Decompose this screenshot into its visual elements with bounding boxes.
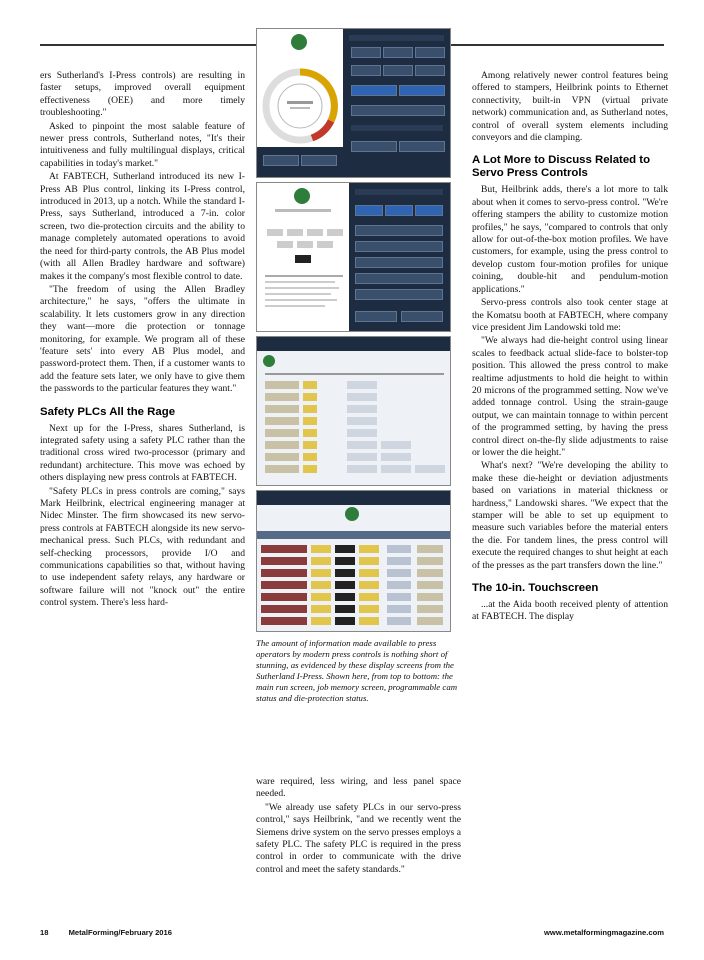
- logo-icon: [291, 34, 307, 50]
- paragraph: "We already use safety PLCs in our servo-press control," says Heilbrink, "and we recently went the Siemens drive system on the servo presses employs a safety PLC. The safety PLC is required in the press control in order to communicate with the drive control and meet the safety standards.": [256, 801, 461, 875]
- publication-url: www.metalformingmagazine.com: [544, 928, 664, 937]
- page-number: 18: [40, 928, 49, 937]
- programmable-cam-status-image: [256, 336, 451, 486]
- article-column-3: [472, 70, 668, 625]
- paragraph: "We always had die-height control using linear scales to feedback actual slide-face to bolster-top position. This allowed the press control to make realtime adjustments to hold die height to within 20 microns of the programmed setting. Now we've added tonnage control. Using the strain-gauge output, we can maintain tonnage to within percent of the programmed setting, by having the press control direct on-the-fly slide adjustments to raise or lower the die height.": [472, 335, 668, 458]
- paragraph: ware required, less wiring, and less panel space needed.: [256, 776, 461, 800]
- logo-icon: [345, 507, 359, 521]
- article-column-2: [256, 776, 461, 877]
- paragraph: At FABTECH, Sutherland introduced its new I-Press AB Plus control, linking its I-Press control, introduced in 2013, up a notch. While the standard I-Press, says Sutherland, introduced a 7-in. color screen, two die-protection circuits and the ability to manage completely automated operations to avoid the need for third-party controls, the AB Plus model (with all Allen Bradley hardware and software) makes it the company's most flexible control to date.: [40, 171, 245, 282]
- paragraph: Among relatively newer control features being offered to stampers, Heilbrink points to Ethernet connectivity, built-in VPN (virtual private network) communication and, as Sutherland notes, control of overall system elements including conveyors and die clamping.: [472, 70, 668, 144]
- paragraph: Next up for the I-Press, shares Sutherland, is integrated safety using a safety PLC rather than the traditional cross wired two-processor (primary and redundant) architecture. This move was echoed by others displaying new press controls at FABTECH.: [40, 422, 245, 484]
- section-heading: A Lot More to Discuss Related to Servo Press Controls: [472, 154, 651, 180]
- job-memory-screen-image: [256, 182, 451, 332]
- paragraph: Servo-press controls also took center stage at the Komatsu booth at FABTECH, where company vice president Jim Landowski told me:: [472, 297, 668, 333]
- press-control-run-screen-image: [256, 28, 451, 178]
- logo-icon: [294, 188, 310, 204]
- paragraph: But, Heilbrink adds, there's a lot more to talk about when it comes to servo-press control. "We're offering stampers the ability to customize motion profiles," he says, "compared to controls that only allow for out-of-the-box motion profiles. We have customers, for example, using the press control to develop custom four-motion profiles for unique coining, double-hit and pendulum-motion applications.": [472, 184, 668, 295]
- logo-icon: [263, 355, 275, 367]
- figure-caption: The amount of information made available to press operators by modern press controls is nothing short of stunning, as evidenced by these display screens from the Sutherland I-Press. Shown here, from top to bottom: the main run screen, job memory screen, programmable cam status and die-protection status.: [256, 638, 458, 703]
- paragraph: "The freedom of using the Allen Bradley architecture," he says, "offers the ultimate in scalability. It lets customers grow in any direction they want—more die protection or tonnage monitoring, for example. We program all of these 'feature sets' into every AB Plus model, and password-protect them. Then, if a customer wants to add the feature sets later, we only have to give them the passwords to the particular features they want.": [40, 283, 245, 395]
- publication-name: MetalForming/February 2016: [68, 928, 172, 937]
- page-footer: [40, 928, 664, 937]
- section-heading: Safety PLCs All the Rage: [40, 405, 176, 418]
- paragraph: Asked to pinpoint the most salable feature of newer press controls, Sutherland notes, "It's their intuitiveness and fully multilingual displays, critical capabilities in today's market.": [40, 120, 245, 169]
- section-heading: The 10-in. Touchscreen: [472, 582, 599, 595]
- article-column-1: [40, 70, 245, 611]
- paragraph: What's next? "We're developing the ability to make these die-height or deviation adjustments based on variations in material thickness or hardness," Landowski shares. "We expect that the stamper will be able to set up equipment to measure such variables before the material enters the die. For tandem lines, the press control will execute the required changes to shut height at each of the presses as the part transfers down the line.": [472, 460, 668, 571]
- paragraph: ...at the Aida booth received plenty of attention at FABTECH. The display: [472, 599, 668, 623]
- paragraph: "Safety PLCs in press controls are coming," says Mark Heilbrink, electrical engineering manager at Nidec Minster. The firm showcased its new servo-press controls at FABTECH alongside its new servo-mechanical press. Such PLCs, with redundant and self-checking processors, provide I/O and communications capabilities so that, without having to use independent safety relays, any hardware or software failure will not "knock out" the entire control system. There's less hard-: [40, 485, 245, 609]
- paragraph: ers Sutherland's I-Press controls) are resulting in faster setups, improved overall equipment effectiveness (OEE) and more timely troubleshooting.": [40, 70, 245, 119]
- die-protection-status-image: [256, 490, 451, 632]
